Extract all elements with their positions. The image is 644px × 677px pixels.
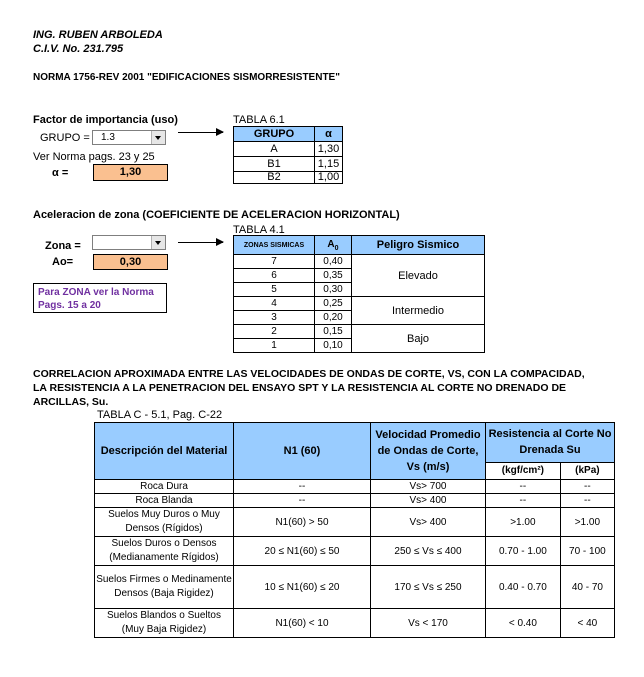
- table-cell: >1.00: [560, 508, 614, 537]
- table-cell: Vs> 400: [371, 494, 486, 508]
- table-cell: 0,20: [315, 311, 352, 325]
- table-c51: [94, 422, 615, 638]
- table-4-1-caption: TABLA 4.1: [233, 224, 285, 236]
- grupo-select[interactable]: [92, 130, 166, 145]
- zone-note-line2: Pags. 15 a 20: [38, 300, 101, 311]
- table-cell: Vs < 170: [371, 609, 486, 638]
- table-cell: 0,30: [315, 283, 352, 297]
- correlation-title-line3: ARCILLAS, Su.: [33, 396, 109, 408]
- table-cell: B2: [234, 172, 315, 184]
- table-cell: Bajo: [352, 325, 485, 353]
- table-cell: --: [560, 494, 614, 508]
- table-cell: 2: [234, 325, 315, 339]
- norma-title: NORMA 1756-REV 2001 "EDIFICACIONES SISMORRESISTENTE": [33, 72, 340, 83]
- table-cell: 0.70 - 1.00: [486, 537, 561, 566]
- table-row: [95, 480, 615, 494]
- table-cell: 10 ≤ N1(60) ≤ 20: [234, 566, 371, 609]
- grupo-label: GRUPO =: [40, 132, 90, 144]
- importance-note: Ver Norma pags. 23 y 25: [33, 151, 155, 163]
- importance-title: Factor de importancia (uso): [33, 114, 178, 126]
- table-cell: Suelos Blandos o Sueltos (Muy Baja Rigidez): [95, 609, 234, 638]
- zona-select[interactable]: [92, 235, 166, 250]
- table-header: N1 (60): [234, 423, 371, 480]
- zone-title: Aceleracion de zona (COEFICIENTE DE ACELERACION HORIZONTAL): [33, 209, 400, 221]
- table-cell: < 0.40: [486, 609, 561, 638]
- table-cell: Vs> 400: [371, 508, 486, 537]
- table-row: [234, 157, 343, 172]
- zona-label: Zona =: [45, 240, 81, 252]
- table-cell: 1,15: [315, 157, 343, 172]
- alpha-value: 1,30: [93, 164, 168, 181]
- table-cell: 20 ≤ N1(60) ≤ 50: [234, 537, 371, 566]
- table-6-1-caption: TABLA 6.1: [233, 114, 285, 126]
- table-row: [234, 172, 343, 184]
- zone-note: [33, 283, 167, 313]
- table-header: ZONAS SISMICAS: [234, 236, 315, 255]
- table-row: [95, 566, 615, 609]
- table-cell: 1,00: [315, 172, 343, 184]
- table-header: α: [315, 127, 343, 142]
- engineer-name: ING. RUBEN ARBOLEDA: [33, 29, 163, 41]
- table-row: [234, 297, 485, 311]
- table-cell: N1(60) > 50: [234, 508, 371, 537]
- table-cell: N1(60) < 10: [234, 609, 371, 638]
- table-c51-caption: TABLA C - 5.1, Pag. C-22: [97, 409, 223, 421]
- table-cell: B1: [234, 157, 315, 172]
- correlation-title-line2: LA RESISTENCIA A LA PENETRACION DEL ENSAYO SPT Y LA RESISTENCIA AL CORTE NO DRENADO DE: [33, 382, 567, 394]
- arrow-icon: [178, 132, 223, 133]
- table-4-1: [233, 235, 485, 353]
- table-row: [234, 255, 485, 269]
- table-cell: 5: [234, 283, 315, 297]
- table-cell: >1.00: [486, 508, 561, 537]
- table-cell: Suelos Muy Duros o Muy Densos (Rígidos): [95, 508, 234, 537]
- table-cell: Roca Blanda: [95, 494, 234, 508]
- table-cell: 1,30: [315, 142, 343, 157]
- table-cell: 0,10: [315, 339, 352, 353]
- table-row: [234, 325, 485, 339]
- table-header: GRUPO: [234, 127, 315, 142]
- table-header-sub: 0: [334, 244, 339, 252]
- table-row: [95, 508, 615, 537]
- table-cell: --: [486, 480, 561, 494]
- table-cell: Elevado: [352, 255, 485, 297]
- grupo-select-value: 1.3: [101, 132, 115, 143]
- table-cell: 170 ≤ Vs ≤ 250: [371, 566, 486, 609]
- table-cell: A: [234, 142, 315, 157]
- table-cell: 3: [234, 311, 315, 325]
- table-cell: 0,35: [315, 269, 352, 283]
- correlation-title-line1: CORRELACION APROXIMADA ENTRE LAS VELOCIDADES DE ONDAS DE CORTE, VS, CON LA COMPACIDAD,: [33, 368, 585, 380]
- table-row: [95, 609, 615, 638]
- table-cell: Suelos Firmes o Medinamente Densos (Baja Rigidez): [95, 566, 234, 609]
- table-cell: Roca Dura: [95, 480, 234, 494]
- table-header: Peligro Sismico: [352, 236, 485, 255]
- table-cell: 0,15: [315, 325, 352, 339]
- table-cell: 40 - 70: [560, 566, 614, 609]
- arrow-icon: [178, 242, 223, 243]
- table-header: (kgf/cm²): [486, 462, 561, 479]
- zone-note-line1: Para ZONA ver la Norma: [38, 287, 154, 298]
- alpha-label: α =: [52, 167, 69, 179]
- chevron-down-icon[interactable]: [151, 131, 165, 144]
- table-cell: Vs> 700: [371, 480, 486, 494]
- ao-label: Ao=: [52, 256, 74, 268]
- table-header: Resistencia al Corte No Drenada Su: [486, 423, 615, 463]
- license-number: C.I.V. No. 231.795: [33, 43, 124, 55]
- table-cell: < 40: [560, 609, 614, 638]
- table-cell: 70 - 100: [560, 537, 614, 566]
- table-cell: --: [234, 494, 371, 508]
- table-cell: 6: [234, 269, 315, 283]
- table-cell: 250 ≤ Vs ≤ 400: [371, 537, 486, 566]
- table-header: [315, 236, 352, 255]
- table-cell: 0.40 - 0.70: [486, 566, 561, 609]
- table-cell: 0,25: [315, 297, 352, 311]
- table-header-a: A: [327, 238, 335, 250]
- table-cell: --: [560, 480, 614, 494]
- ao-value: 0,30: [93, 254, 168, 270]
- table-cell: Intermedio: [352, 297, 485, 325]
- table-cell: 1: [234, 339, 315, 353]
- table-cell: --: [486, 494, 561, 508]
- table-cell: Suelos Duros o Densos (Medianamente Rígidos): [95, 537, 234, 566]
- table-header: (kPa): [560, 462, 614, 479]
- table-header: Velocidad Promedio de Ondas de Corte, Vs (m/s): [371, 423, 486, 480]
- table-6-1: [233, 126, 343, 184]
- table-header: Descripción del Material: [95, 423, 234, 480]
- chevron-down-icon[interactable]: [151, 236, 165, 249]
- table-row: [95, 537, 615, 566]
- table-cell: 7: [234, 255, 315, 269]
- table-cell: 4: [234, 297, 315, 311]
- table-row: [234, 142, 343, 157]
- table-row: [95, 494, 615, 508]
- table-cell: 0,40: [315, 255, 352, 269]
- table-cell: --: [234, 480, 371, 494]
